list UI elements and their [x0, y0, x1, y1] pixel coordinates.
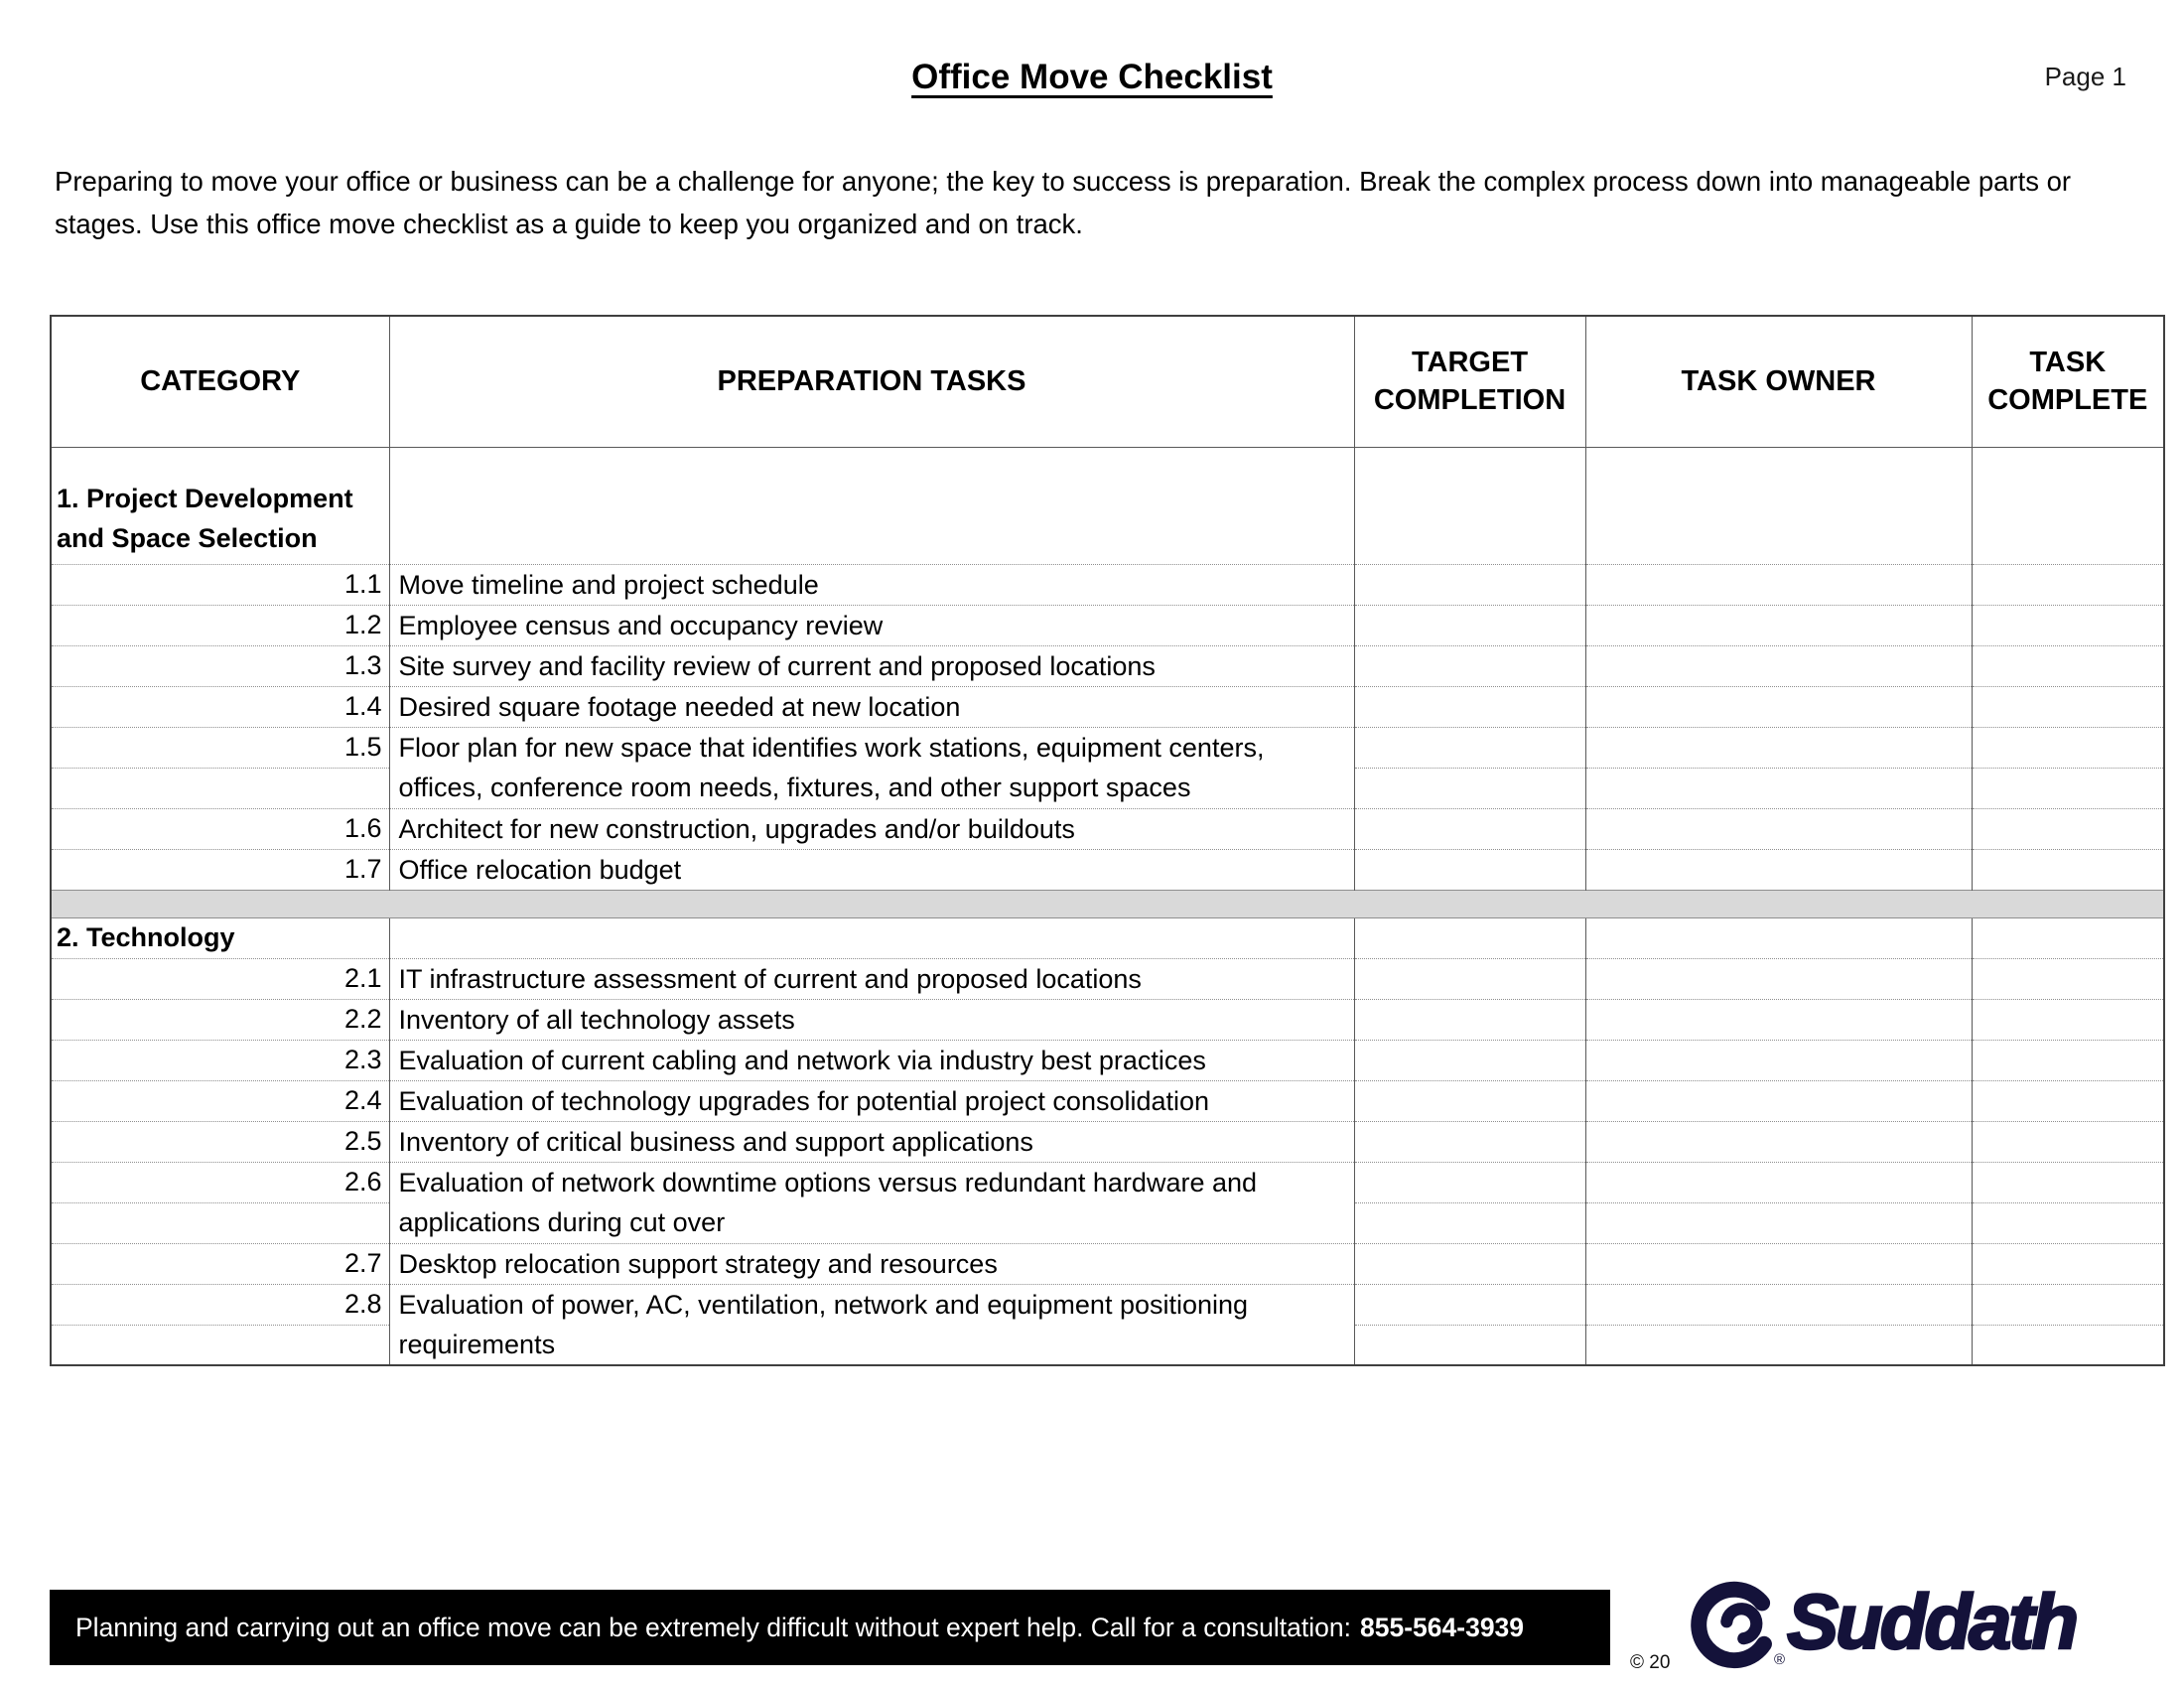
- task-owner-cell: [1585, 1325, 1972, 1365]
- table-row: [51, 605, 2164, 645]
- col-header-target-completion: TARGET COMPLETION: [1354, 316, 1585, 447]
- task-complete-cell: [1972, 1325, 2164, 1365]
- task-owner-cell: [1585, 999, 1972, 1040]
- banner-text: Planning and carrying out an office move can be extremely difficult without expert help. Call for a consultation:: [75, 1612, 1351, 1642]
- task-complete-cell: [1972, 1080, 2164, 1121]
- table-row: [51, 999, 2164, 1040]
- table-row: [51, 564, 2164, 605]
- task-number-cell: 1.1: [51, 564, 389, 605]
- task-complete-cell: [1972, 849, 2164, 890]
- task-owner-cell: [1585, 686, 1972, 727]
- section-header-row: [51, 447, 2164, 564]
- task-complete-cell: [1972, 564, 2164, 605]
- col-header-task-complete: TASK COMPLETE: [1972, 316, 2164, 447]
- target-completion-cell: [1354, 999, 1585, 1040]
- task-text-cell: [389, 917, 1354, 958]
- task-number-cell: 1.3: [51, 645, 389, 686]
- task-owner-cell: [1585, 958, 1972, 999]
- task-owner-cell: [1585, 1162, 1972, 1202]
- col-header-task-owner: TASK OWNER: [1585, 316, 1972, 447]
- task-text-cell: [389, 1162, 1354, 1243]
- task-number-cell: [51, 1325, 389, 1365]
- task-owner-cell: [1585, 727, 1972, 768]
- task-owner-cell: [1585, 808, 1972, 849]
- task-complete-cell: [1972, 1162, 2164, 1202]
- target-completion-cell: [1354, 1080, 1585, 1121]
- task-number-cell: 1.2: [51, 605, 389, 645]
- suddath-wordmark: Suddath: [1787, 1578, 2076, 1665]
- target-completion-cell: [1354, 564, 1585, 605]
- task-number-cell: [51, 768, 389, 808]
- target-completion-cell: [1354, 768, 1585, 808]
- task-complete-cell: [1972, 1040, 2164, 1080]
- task-number-cell: 1.5: [51, 727, 389, 768]
- task-text-line: Evaluation of power, AC, ventilation, network and equipment positioning: [398, 1290, 1249, 1320]
- task-text-cell: Desired square footage needed at new location: [389, 686, 1354, 727]
- task-owner-cell: [1585, 1243, 1972, 1284]
- task-text-cell: Evaluation of technology upgrades for potential project consolidation: [389, 1080, 1354, 1121]
- task-number-cell: 2.4: [51, 1080, 389, 1121]
- consultation-banner: [50, 1590, 1610, 1665]
- task-text-cell: [389, 1284, 1354, 1365]
- table-row: [51, 1243, 2164, 1284]
- page-number: Page 1: [2044, 62, 2126, 91]
- task-owner-cell: [1585, 1284, 1972, 1325]
- task-text-cell: [389, 727, 1354, 808]
- target-completion-cell: [1354, 1162, 1585, 1202]
- task-number-cell: 2.1: [51, 958, 389, 999]
- task-owner-cell: [1585, 564, 1972, 605]
- task-text-cell: Office relocation budget: [389, 849, 1354, 890]
- task-text-cell: Move timeline and project schedule: [389, 564, 1354, 605]
- task-complete-cell: [1972, 727, 2164, 768]
- task-complete-cell: [1972, 808, 2164, 849]
- table-row: [51, 686, 2164, 727]
- task-complete-cell: [1972, 999, 2164, 1040]
- task-complete-cell: [1972, 1243, 2164, 1284]
- target-completion-cell: [1354, 727, 1585, 768]
- table-row: [51, 808, 2164, 849]
- table-row: [51, 727, 2164, 768]
- task-text-line: requirements: [398, 1330, 556, 1359]
- table-row: [51, 1284, 2164, 1325]
- task-text-cell: Evaluation of current cabling and network via industry best practices: [389, 1040, 1354, 1080]
- task-complete-cell: [1972, 645, 2164, 686]
- target-completion-cell: [1354, 645, 1585, 686]
- col-header-preparation-tasks: PREPARATION TASKS: [389, 316, 1354, 447]
- task-complete-cell: [1972, 958, 2164, 999]
- task-owner-cell: [1585, 1202, 1972, 1243]
- section-separator-row: [51, 890, 2164, 917]
- task-number-cell: 1.4: [51, 686, 389, 727]
- table-row: [51, 1121, 2164, 1162]
- page-title: Office Move Checklist: [911, 58, 1273, 96]
- table-row: [51, 1162, 2164, 1202]
- task-complete-cell: [1972, 1121, 2164, 1162]
- task-number-cell: 2.3: [51, 1040, 389, 1080]
- target-completion-cell: [1354, 849, 1585, 890]
- task-complete-cell: [1972, 447, 2164, 564]
- table-header-row: [51, 316, 2164, 447]
- task-complete-cell: [1972, 1202, 2164, 1243]
- task-complete-cell: [1972, 1284, 2164, 1325]
- table-row: [51, 645, 2164, 686]
- task-number-cell: [51, 1202, 389, 1243]
- table-row: [51, 849, 2164, 890]
- target-completion-cell: [1354, 1121, 1585, 1162]
- target-completion-cell: [1354, 1040, 1585, 1080]
- table-row: [51, 1040, 2164, 1080]
- task-number-cell: 1.7: [51, 849, 389, 890]
- intro-paragraph: Preparing to move your office or business can be a challenge for anyone; the key to success is preparation. Break the complex process down into manageable parts or stages. Use this office move checklist as a guide to keep you organized and on track.: [55, 166, 2072, 239]
- target-completion-cell: [1354, 1202, 1585, 1243]
- task-text-line: applications during cut over: [398, 1207, 726, 1238]
- section-title: 1. Project Development and Space Selection: [51, 447, 389, 564]
- task-owner-cell: [1585, 645, 1972, 686]
- task-owner-cell: [1585, 1080, 1972, 1121]
- table-row: [51, 958, 2164, 999]
- task-text-line: Evaluation of network downtime options versus redundant hardware and: [398, 1168, 1258, 1198]
- task-complete-cell: [1972, 917, 2164, 958]
- task-text-cell: Employee census and occupancy review: [389, 605, 1354, 645]
- phone-number: 855-564-3939: [1360, 1612, 1525, 1642]
- suddath-logo: [1616, 1575, 2177, 1678]
- target-completion-cell: [1354, 917, 1585, 958]
- table-row: [51, 1080, 2164, 1121]
- target-completion-cell: [1354, 1325, 1585, 1365]
- checklist-table: [50, 315, 2165, 1366]
- task-owner-cell: [1585, 1040, 1972, 1080]
- separator-band: [51, 890, 2164, 917]
- task-text-line: offices, conference room needs, fixtures, and other support spaces: [398, 773, 1191, 803]
- section-header-row: [51, 917, 2164, 958]
- task-number-cell: 2.5: [51, 1121, 389, 1162]
- target-completion-cell: [1354, 605, 1585, 645]
- task-text-cell: IT infrastructure assessment of current and proposed locations: [389, 958, 1354, 999]
- task-owner-cell: [1585, 447, 1972, 564]
- section-title: 2. Technology: [51, 917, 389, 958]
- task-number-cell: 2.2: [51, 999, 389, 1040]
- task-number-cell: 2.8: [51, 1284, 389, 1325]
- target-completion-cell: [1354, 1243, 1585, 1284]
- task-text-cell: Inventory of critical business and support applications: [389, 1121, 1354, 1162]
- task-text-cell: Site survey and facility review of current and proposed locations: [389, 645, 1354, 686]
- target-completion-cell: [1354, 1284, 1585, 1325]
- target-completion-cell: [1354, 958, 1585, 999]
- task-text-cell: [389, 447, 1354, 564]
- task-text-cell: Inventory of all technology assets: [389, 999, 1354, 1040]
- target-completion-cell: [1354, 808, 1585, 849]
- task-text-line: Floor plan for new space that identifies work stations, equipment centers,: [398, 733, 1265, 764]
- target-completion-cell: [1354, 447, 1585, 564]
- task-number-cell: 2.7: [51, 1243, 389, 1284]
- task-owner-cell: [1585, 605, 1972, 645]
- task-number-cell: 2.6: [51, 1162, 389, 1202]
- task-owner-cell: [1585, 917, 1972, 958]
- task-complete-cell: [1972, 768, 2164, 808]
- task-text-cell: Architect for new construction, upgrades and/or buildouts: [389, 808, 1354, 849]
- task-owner-cell: [1585, 768, 1972, 808]
- col-header-category: CATEGORY: [51, 316, 389, 447]
- task-number-cell: 1.6: [51, 808, 389, 849]
- task-owner-cell: [1585, 849, 1972, 890]
- task-owner-cell: [1585, 1121, 1972, 1162]
- registered-mark: ®: [1773, 1651, 1785, 1668]
- copyright-text: © 20: [1630, 1652, 1671, 1673]
- task-text-cell: Desktop relocation support strategy and resources: [389, 1243, 1354, 1284]
- suddath-swirl-icon: [1686, 1579, 1785, 1672]
- task-complete-cell: [1972, 686, 2164, 727]
- task-complete-cell: [1972, 605, 2164, 645]
- target-completion-cell: [1354, 686, 1585, 727]
